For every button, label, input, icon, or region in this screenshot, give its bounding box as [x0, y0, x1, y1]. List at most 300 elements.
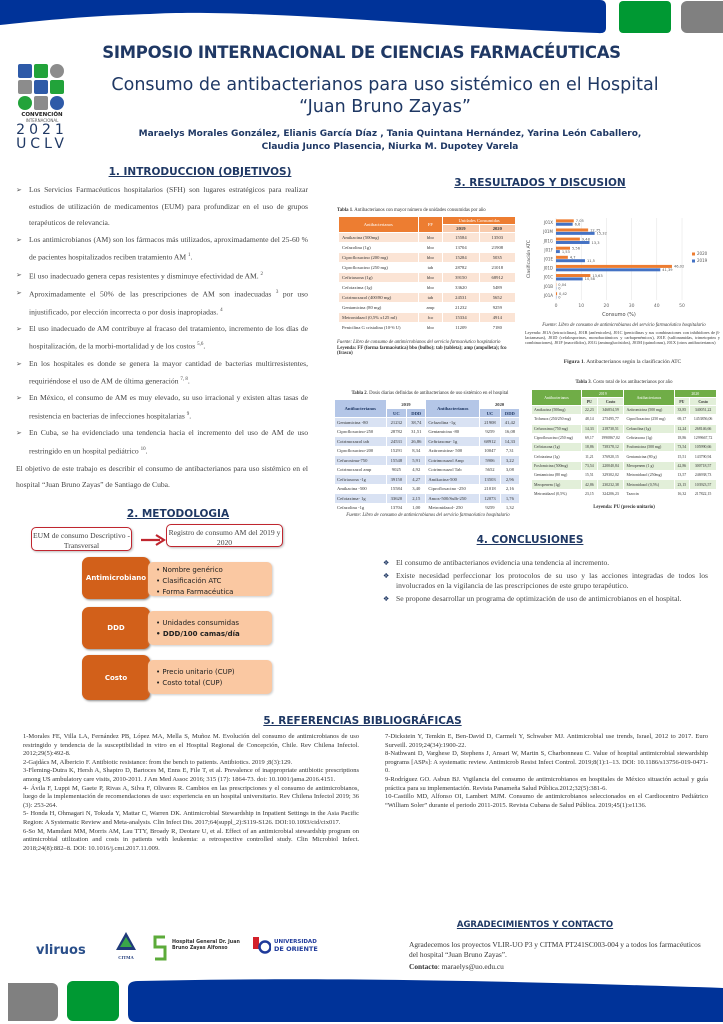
hospital-logo-line2: Bruno Zayas Alfonso [172, 946, 228, 951]
chart-data-label: 0 [558, 286, 561, 291]
table2-header-ddd: DDD [407, 409, 426, 418]
table-cell: Gentamicina -80 [335, 418, 387, 428]
table-cell: 68912 [479, 273, 515, 283]
table-cell: Cefazolina -1g [335, 503, 387, 513]
table-cell: 8,34 [407, 446, 426, 456]
chart-y-tick-label: J01B [543, 283, 553, 289]
table-cell: 33620 [386, 494, 407, 504]
table-cell: 73,54 [674, 443, 690, 452]
table3-header-name-2020: Antibacterianos [624, 390, 674, 406]
table2-header-2019: 2019 [386, 400, 426, 409]
table-cell: 9259 [480, 503, 501, 513]
table-cell: Ciprofloxacino (200 mg) [339, 253, 419, 263]
table-cell: 2,16 [500, 484, 519, 494]
chart-y-tick-label: J01X [543, 220, 553, 226]
table-row [335, 437, 520, 447]
chart-y-tick-label: J01C [543, 274, 553, 280]
conclusion-item: ❖ El consumo de antibacterianos evidencia una tendencia al incremento. [383, 558, 708, 568]
table-cell: 15291 [386, 446, 407, 456]
convention-logo-icon [18, 64, 64, 110]
table-cell: 21908 [480, 418, 501, 428]
intro-bullet: ➢ Los Servicios Farmacéuticos hospitalarios (SFH) son lugares estratégicos para realizar estudios de utilización de medicamentos (EUM) para profundizar en el uso de grupos terapéuticos de relevancia. [16, 182, 308, 232]
methods-item: • Nombre genérico [156, 565, 272, 576]
chart-x-tick-label: 50 [679, 304, 685, 309]
table-row [532, 443, 717, 452]
table-row [335, 475, 520, 485]
chart-data-label: 13,63 [592, 273, 603, 278]
table-row [335, 456, 520, 466]
chart-data-label: 1,53 [561, 249, 570, 254]
table-cell: Cotrimoxazol (400/80 mg) [339, 293, 419, 303]
table-cell: Fosfomicina (500 mg) [624, 443, 674, 452]
intro-bullet: ➢ El uso inadecuado de AM contribuye al fracaso del tratamiento, incremento de los días de hospitalización, de la morbi-mortalidad y de los costos $^{5,6}$. [16, 321, 308, 356]
table-cell: bbo [418, 273, 443, 283]
table-cell: 11209 [443, 323, 479, 333]
chart-bar-2019 [556, 223, 573, 226]
table-cell: 5906 [480, 456, 501, 466]
table1-header-2020: 2020 [479, 225, 515, 233]
citma-triangle-icon [116, 932, 136, 950]
table-cell: 300718,57 [690, 461, 717, 470]
logo-line2: INTERNACIONAL [25, 118, 59, 123]
table-cell: amp [418, 303, 443, 313]
chart-data-label: 46,02 [673, 264, 685, 269]
chart-x-tick-label: 0 [554, 304, 558, 309]
table-row [339, 313, 516, 323]
table-row [339, 243, 516, 253]
table-cell: 28782 [443, 263, 479, 273]
table-row [532, 461, 717, 470]
table-cell: Cotrimoxazol tab [335, 437, 387, 447]
methods-register-box: Registro de consumo AM del 2019 y 2020 [166, 524, 283, 547]
chart-data-label: 13,3 [591, 240, 600, 245]
table-cell: 3,08 [500, 465, 519, 475]
table3-header-2019: 2019 [582, 390, 624, 398]
table2-source: Fuente: Libro de consumo de antimicrobianos del servicio farmacéutico hospitalario [346, 513, 510, 518]
table3-header-cost: Costo [597, 398, 624, 406]
table3-header-pu: PU [674, 398, 690, 406]
reference-item: 4- Ávila F, Luppi M, Gaete P, Rivas A, Silva F, Olivares R. Cambios en las prescripciones y el consumo de antimicrobianos, luego de la implementación de recomendaciones de uso: experiencia en un hospital universitario. Rev Chilena Infectol 2019; 36 (3): 253-264. [23, 784, 359, 809]
chart-x-tick-label: 40 [653, 304, 660, 309]
references-title: 5. REFERENCIAS BIBLIOGRÁFICAS [263, 715, 462, 727]
reference-item: 5- Honda H, Ohmagari N, Tokuda Y, Mattar C, Warren DK. Antimicrobial Stewardship in Inpatient Settings in the Asia Pacific Region: A Systematic Review and Meta-analysis. Clin Infect Dis. 2017;64(suppl_2):S119-S126. DOI:10.1093/cid/cix017. [23, 810, 359, 826]
chart-bar-2020 [556, 265, 672, 268]
results-title: 3. RESULTADOS Y DISCUSION [454, 177, 626, 189]
reference-item: 8-Nathwani D, Varghese D, Stephens J, Ansari W, Martin S, Charbonneau C. Value of hospital antimicrobial stewardship programs [ASPs]: A systematic review. Antimicrob Resist Infect Control. 2019;8(1):1–13. DOI: 10.1186/s13756-019-0471-0. [385, 750, 708, 775]
logo-org: UCLV [16, 136, 68, 152]
table-row [532, 415, 717, 424]
chart-bar-2020 [556, 238, 580, 241]
figure1-legend: Leyenda: J01A (tetraciclinas), J01B (anfenicoles), J01C (penicilinas y sus combinaciones con inhibidores de β-lactamasas), J01D (cefalosporinas, monobactámicos y carbapenémicos), J01E (sulfonamidas, trimetoprim y combinaciones), J01F (macrólidos), J01G (aminoglucósidos), J01M (quinolonas), J01X (otros antibacterianos) [525, 330, 720, 345]
table-cell: 21908 [479, 243, 515, 253]
chart-y-tick-label: J01A [543, 292, 553, 298]
chart-bar-2019 [556, 268, 660, 271]
logo-line1: CONVENCIÓN [21, 112, 63, 118]
table-cell: Gentamicina -80 [426, 427, 480, 437]
table-row [339, 263, 516, 273]
chart-y-tick-label: J01M [543, 229, 553, 235]
table-cell: Meropenem (1 g) [624, 461, 674, 470]
table-cell: 275495,77 [597, 415, 624, 424]
table-cell: 21018 [480, 484, 501, 494]
chart-data-label: 0 [558, 295, 561, 300]
table-cell: 9025 [386, 465, 407, 475]
chart-data-label: 41,39 [662, 268, 673, 273]
table-cell: 1990867,02 [597, 433, 624, 442]
table-cell: 18,86 [582, 443, 598, 452]
table-row [339, 273, 516, 283]
table-cell: 21232 [443, 303, 479, 313]
table1-legend: Leyenda: FF (forma farmacéutica) bbo (bulbo); tab (tableta); amp (ampolleta); fco (frasco) [337, 346, 507, 356]
chart-data-label: 11,5 [586, 259, 595, 263]
chart-bar-2020 [556, 228, 588, 231]
table-cell: 376920,15 [597, 452, 624, 461]
arrow-right-icon [140, 533, 166, 545]
chart-bar-2020 [556, 219, 574, 222]
conclusion-item: ❖ Se propone desarrollar un programa de optimización de uso de antimicrobianos en el hospital. [383, 594, 708, 604]
chart-bar-2019 [556, 232, 595, 235]
reference-item: 7-Dickstein Y, Temkin E, Ben-David D, Carmeli Y, Schwaber MJ. Antimicrobial use trends, Israel, 2012 to 2017. Euro Surveill. 2019;24(34):1900-22. [385, 733, 708, 749]
table-cell: 143790,94 [690, 452, 717, 461]
chart-y-tick-label: J01E [544, 256, 553, 262]
chart-data-label: 0,42 [559, 292, 568, 297]
intro-section [16, 182, 308, 494]
table-row [335, 503, 520, 513]
chart-data-label: 6,6 [574, 222, 581, 227]
universidad-oriente-logo [253, 937, 333, 959]
table-cell: 217822,15 [690, 489, 717, 498]
table-cell: 23,15 [582, 489, 598, 498]
table-cell: Cefotaxima (1g) [532, 452, 582, 461]
table-cell: 21018 [479, 263, 515, 273]
table-cell: 340051,22 [690, 406, 717, 415]
table-cell: 16,32 [674, 489, 690, 498]
table-cell: 15548 [386, 456, 407, 466]
table-cell: Cefazolina -1g [426, 418, 480, 428]
table-cell: 7180 [479, 323, 515, 333]
chart-y-tick-label: J01G [543, 238, 553, 244]
conclusion-item: ❖ Existe necesidad perfeccionar los protocolos de su uso y las acciones integradas de todos los involucrados en la vigilancia de las prescripciones de este grupo terapéutico. [383, 571, 708, 591]
chart-data-label: 10,58 [584, 277, 595, 282]
table-cell: 105990,66 [690, 443, 717, 452]
table2-header-name-2020: Antibacterianos [426, 400, 480, 418]
table2 [334, 399, 520, 513]
table-cell: 1,76 [500, 494, 519, 504]
poster-title: Consumo de antibacterianos para uso sistémico en el Hospital “Juan Bruno Zayas” [111, 75, 659, 117]
table-cell: 33,85 [674, 406, 690, 415]
reference-item: 3-Fleming-Dutra K, Hersh A, Shapiro D, Bartoces M, Enns E, File T, et al. Prevalence of inappropriate antibiotic prescriptions among US ambulatory care visits, 2010-2011. J Am Med Assoc 2016; 315 (17): 1864-73. doi: 10.1001/jama.2016.4151. [23, 767, 359, 783]
reference-item: 10-Castillo MD, Alfonso OI, Lambert MJM. Consumo de antimicrobianos seleccionados en el Cardiocentro Pediátrico “William Soler” durante el periodo 2011-2015. Revista Cubana de Salud Pública. 2019;45(1):e1136. [385, 793, 708, 809]
table-cell: 18,86 [674, 433, 690, 442]
hospital-logo-line1: Hospital General Dr. Juan [172, 940, 240, 945]
table-cell: 9259 [480, 427, 501, 437]
chart-bar-2019 [556, 241, 590, 244]
table-row [339, 253, 516, 263]
vliruos-logo [36, 941, 108, 961]
table-cell: 10047 [480, 446, 501, 456]
methods-item: • Precio unitario (CUP) [156, 667, 272, 678]
table-cell: 15284 [443, 253, 479, 263]
table1-header-units: Unidades Consumidas [443, 217, 516, 225]
table-cell: Fosfomicina (500mg) [532, 461, 582, 470]
table-cell: 220040,84 [597, 461, 624, 470]
table-cell: 324206,23 [597, 489, 624, 498]
table-row [339, 293, 516, 303]
table-cell: Ceftriaxona -1g [335, 475, 387, 485]
table-cell: Metronidazol (0,5% x125 ml) [339, 313, 419, 323]
table-cell: 48,14 [582, 415, 598, 424]
chart-legend-swatch [692, 260, 695, 263]
acknowledgments-title: AGRADECIMIENTOS Y CONTACTO [456, 920, 614, 930]
table-row [335, 484, 520, 494]
table-cell: 346854,59 [597, 406, 624, 415]
intro-bullet: ➢ En los hospitales es donde se genera la mayor cantidad de bacterias multirresistentes, requiriéndose el uso de AM de última generación $^{7, 8}$. [16, 356, 308, 391]
reference-item: 1-Morales FE, Villa LA, Fernández PB, López MA, Mella S, Muñoz M. Evolución del consumo de antimicrobianos de uso restringido y tendencia de la susceptibilidad in vitro en el Hospital Regional de Concepción, Chile. Rev Chilena Infectol. 2012;29(5):492-8. [23, 733, 359, 758]
methods-row-costo-label: Costo [82, 655, 150, 700]
table-cell: Meropenem (1g) [532, 480, 582, 489]
table-cell: 39150 [443, 273, 479, 283]
table1-source: Fuente: Libro de consumo de antimicrobianos del servicio farmacéutico hospitalario [337, 340, 501, 345]
table-cell: 13503 [479, 233, 515, 243]
table-cell: 268146,66 [690, 424, 717, 433]
table-cell: Metronidazol (0,5%) [532, 489, 582, 498]
table-cell: 14,33 [500, 437, 519, 447]
table-cell: 5,91 [407, 456, 426, 466]
table-cell: 13704 [443, 243, 479, 253]
table-cell: Gentamicina (80 mg) [532, 471, 582, 480]
table-cell: 69,17 [674, 415, 690, 424]
table-cell: 23,15 [674, 480, 690, 489]
header-wave-decoration [0, 0, 610, 34]
table-cell: bbo [418, 283, 443, 293]
table-cell: 13704 [386, 503, 407, 513]
table-cell: 4914 [479, 313, 515, 323]
authors [120, 128, 660, 153]
intro-bullet: ➢ En México, el consumo de AM es muy elevado, su uso irracional y existen altas tasas de resistencia en bacterias de infecciones hospitalarias $^9$. [16, 390, 308, 425]
table-cell: tab [418, 293, 443, 303]
table-row [532, 433, 717, 442]
table-cell: 11,21 [582, 452, 598, 461]
reference-item: 6-So M, Mamdani MM, Morris AM, Lau TTY, Broady R, Deotare U, et al. Effect of an antimicrobial stewardship program on antimicrobial utilization and costs in patients with leukemia: a retrospective controlled study. Clin Microbiol Infect. 2018;24(8):882–8. DOI: 10.1016/j.cmi.2017.11.009. [23, 827, 359, 852]
figure1-bar-chart [522, 212, 722, 320]
table-cell: 42,86 [582, 480, 598, 489]
table-cell: 41,42 [500, 418, 519, 428]
table-cell: Ciprofloxacino (250 mg) [624, 415, 674, 424]
table-cell: Amikacina (500mg) [339, 233, 419, 243]
chart-data-label: 15,32 [596, 231, 607, 236]
table-cell: 103923,57 [690, 480, 717, 489]
intro-title: 1. INTRODUCCION (OBJETIVOS) [108, 166, 292, 178]
authors-line1: Maraelys Morales González, Elianis García Díaz , Tania Quintana Hernández, Yarina León Caballero, [138, 129, 642, 139]
table-cell: 69,17 [582, 433, 598, 442]
chart-data-label: 5,56 [572, 246, 581, 251]
chart-legend-label: 2019 [697, 258, 708, 263]
table-cell: Ciprofloxacino-200 [335, 446, 387, 456]
chart-data-label: 4,7 [569, 255, 576, 260]
chart-y-tick-label: J01F [544, 247, 553, 253]
header-green-square [619, 1, 671, 33]
table-cell: 31,51 [407, 427, 426, 437]
chart-x-tick-label: 10 [578, 304, 585, 309]
table-cell: Tazocin [624, 489, 674, 498]
methods-row-antimicrobiano-items [148, 562, 272, 596]
uo-logo-line1: UNIVERSIDAD [274, 939, 317, 945]
reference-item: 9-Rodríguez GO. Asbun BJ. Vigilancia del consumo de antimicrobianos en hospitales de México situación actual y guía práctica para su implementación. Revista Panameña Salud Pública.2012;32(5):381-6. [385, 775, 708, 792]
convention-logo-text [14, 112, 70, 151]
table-cell: 13503 [480, 475, 501, 485]
table-row [532, 471, 717, 480]
table2-header-name-2019: Antibacterianos [335, 400, 387, 418]
table2-header-2020: 2020 [480, 400, 520, 409]
chart-bar-2019 [556, 259, 585, 262]
footer-wave-decoration [128, 978, 723, 1022]
conference-title: SIMPOSIO INTERNACIONAL DE CIENCIAS FARMACÉUTICAS [102, 43, 621, 62]
chart-legend-swatch [692, 253, 695, 256]
table-cell: 3,40 [407, 484, 426, 494]
table-cell: 21232 [386, 418, 407, 428]
header-gray-square [681, 1, 723, 33]
chart-x-tick-label: 20 [603, 304, 610, 309]
table-cell: 12,24 [674, 424, 690, 433]
methods-row-antimicrobiano-label: Antimicrobiano [82, 557, 150, 599]
contact-email[interactable]: : maraelys@uo.edu.cu [437, 962, 504, 971]
table-cell: Metronidazol (250mg) [624, 471, 674, 480]
table-row [339, 283, 516, 293]
table-row [532, 452, 717, 461]
table-cell: Amikacina -500 [335, 484, 387, 494]
table-cell: 24531 [443, 293, 479, 303]
table-cell: Cotrimoxazol Amp [426, 456, 480, 466]
table-cell: Cefuroxima (750 mg) [532, 424, 582, 433]
table-cell: 26,86 [407, 437, 426, 447]
intro-bullet: ➢ En Cuba, se ha evidenciado una tendencia hacia el incremento del uso de AM de uso restringido en un hospital pediátrico $^{10}$. [16, 425, 308, 460]
table-row [532, 406, 717, 415]
chart-bar-2019 [556, 250, 560, 253]
table-row [335, 465, 520, 475]
figure1-source: Fuente: Libro de consumo de antimicrobianos del servicio farmacéutico hospitalario [542, 323, 706, 328]
table-cell: 13,57 [674, 471, 690, 480]
chart-legend-label: 2020 [697, 251, 708, 256]
methods-row-ddd-items [148, 611, 272, 645]
reference-item: 2-Gajdács M, Albericio F. Antibiotic resistance: from the bench to patients. Antibiotics. 2019 ;8(3):129. [23, 758, 293, 766]
table-cell: 38,74 [407, 418, 426, 428]
chart-y-axis-label: Clasificación ATC [527, 240, 532, 278]
table-cell: 24531 [386, 437, 407, 447]
vliruos-logo-text: vliruos [36, 943, 86, 958]
table-cell: 246938,73 [690, 471, 717, 480]
table-cell: Cefazolina (1g) [339, 243, 419, 253]
table-cell: 14,33 [582, 424, 598, 433]
intro-bullet: ➢ El uso inadecuado genera cepas resistentes y disminuye efectividad de AM. $^2$ [16, 267, 308, 285]
chart-y-tick-label: J01D [543, 265, 553, 271]
table-cell: Cefuroxima-750 [335, 456, 387, 466]
table-cell: 3,22 [500, 456, 519, 466]
table-row [339, 303, 516, 313]
table-cell: Cotrimoxazol amp [335, 465, 387, 475]
methods-item: • Unidades consumidas [156, 618, 272, 629]
table-cell: Amox-500/Sulb-250 [426, 494, 480, 504]
table1-caption: Tabla 1. Antibacterianos con mayor número de unidades consumidas por año [337, 208, 486, 213]
uo-logo-line2: DE ORIENTE [274, 945, 318, 953]
citma-logo [115, 932, 137, 972]
table-cell: Ceftriaxona- 1g [426, 437, 480, 447]
table-row [532, 424, 717, 433]
table-cell: 16,08 [500, 427, 519, 437]
intro-bullet: ➢ Los antimicrobianos (AM) son los fármacos más utilizados, aproximadamente del 25-60 % de pacientes hospitalizados reciben tratamiento AM $^1$. [16, 232, 308, 267]
table-cell: Metronidazol (0,5%) [624, 480, 674, 489]
table-cell: 329302,02 [597, 471, 624, 480]
references-left-column [23, 733, 359, 853]
references-right-column [385, 733, 708, 810]
table-cell: Azitromicina (500 mg) [624, 406, 674, 415]
methods-title: 2. METODOLOGIA [126, 508, 230, 520]
table-cell: 12073 [480, 494, 501, 504]
table-cell: 7,31 [500, 446, 519, 456]
intro-bullet: ➢ Aproximadamente el 50% de las prescripciones de AM son inadecuadas $^3$ por uso injustificado, por elección incorrecta o por dosis inapropiadas. $^4$ [16, 285, 308, 321]
table-cell: 2,96 [500, 475, 519, 485]
table-row [335, 427, 520, 437]
contact-line [409, 962, 709, 972]
table-cell: 68912 [480, 437, 501, 447]
table2-header-ddd: DDD [500, 409, 519, 418]
chart-bar-2020 [556, 256, 568, 259]
table-cell: Amikacina-500 [426, 475, 480, 485]
table-cell: 230232,38 [597, 480, 624, 489]
chart-data-label: 7,05 [575, 219, 584, 224]
chart-data-label: 12,75 [590, 228, 601, 233]
table-cell: Azitromicina- 500 [426, 446, 480, 456]
table-cell: 22,23 [582, 406, 598, 415]
table3 [531, 389, 717, 499]
table3-header-2020: 2020 [674, 390, 716, 398]
table-cell: 15584 [386, 484, 407, 494]
conclusions-title: 4. CONCLUSIONES [476, 534, 584, 546]
table-cell: Ciprofloxacino -250 [426, 484, 480, 494]
table-row [339, 233, 516, 243]
table-cell: Amikacina (500mg) [532, 406, 582, 415]
table-row [339, 323, 516, 333]
table-cell: Cefotaxima (1g) [339, 283, 419, 293]
table3-legend: Leyenda: PU (precio unitario) [593, 505, 655, 510]
table-cell: 2,15 [407, 494, 426, 504]
table-cell: Cotrimoxazol Tab [426, 465, 480, 475]
table-cell: 39150 [386, 475, 407, 485]
table-cell: Cefotaxima- 1g [335, 494, 387, 504]
methods-row-ddd-label: DDD [82, 607, 150, 649]
table-cell: 4,92 [407, 465, 426, 475]
table-cell: 15,51 [582, 471, 598, 480]
table-cell: 1453856,06 [690, 415, 717, 424]
table2-header-uc: UC [386, 409, 407, 418]
chart-x-axis-label: Consumo (%) [602, 312, 636, 318]
table2-header-uc: UC [480, 409, 501, 418]
table-cell: 218730,51 [597, 424, 624, 433]
table-cell: 4,27 [407, 475, 426, 485]
logo-year: 2021 [16, 122, 68, 138]
table-row [335, 418, 520, 428]
methods-item: • Forma Farmacéutica [156, 587, 272, 598]
table-cell: 738378,12 [597, 443, 624, 452]
table-cell: Ceftriaxona (1g) [532, 443, 582, 452]
table-cell: 1,32 [500, 503, 519, 513]
table-cell: bbo [418, 253, 443, 263]
table-cell: 15334 [443, 313, 479, 323]
table-cell: Ciprofloxacino-250 [335, 427, 387, 437]
intro-objective: El objetivo de este trabajo es describir el consumo de antibacterianos para uso sistémico en el hospital “Juan Bruno Zayas” de Santiago de Cuba. [16, 463, 308, 490]
contact-label: Contacto [409, 962, 438, 971]
table-row [335, 446, 520, 456]
table-cell: bbo [418, 323, 443, 333]
